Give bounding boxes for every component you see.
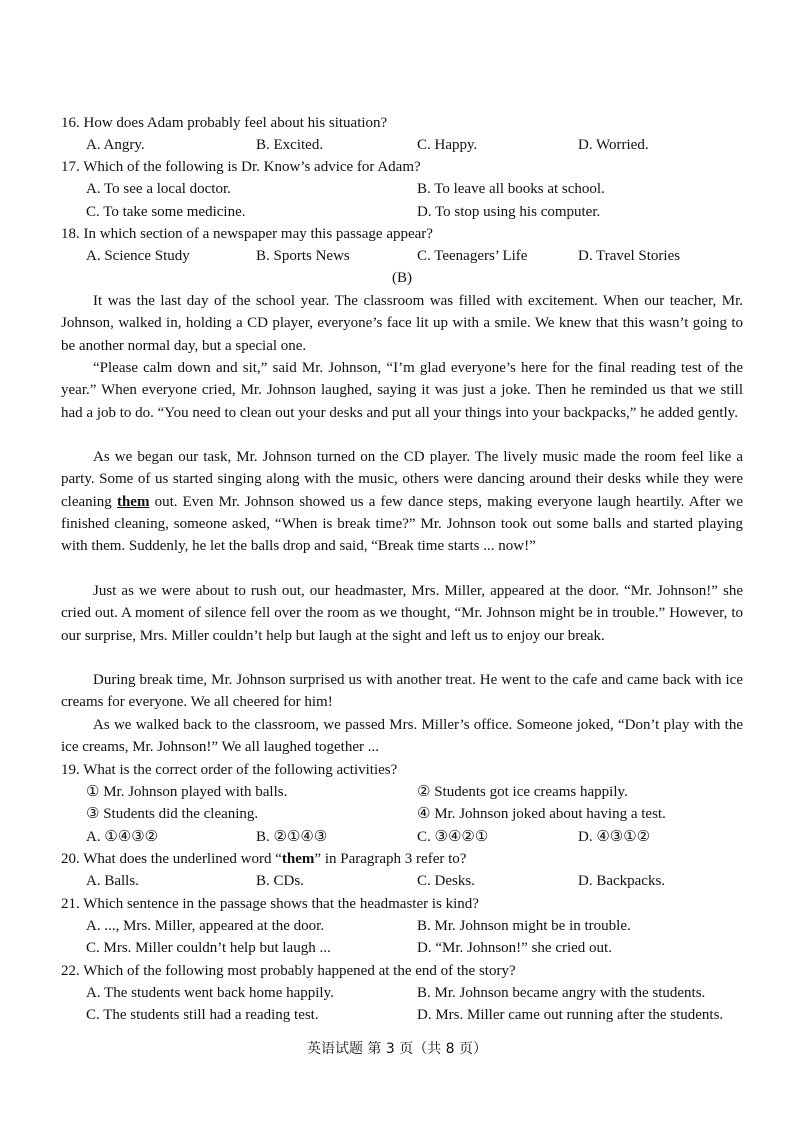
q20-option-b: B. CDs. xyxy=(256,873,304,889)
q19-event-3: ③ Students did the cleaning. xyxy=(86,806,259,822)
passage-paragraph-1: It was the last day of the school year. The classroom was filled with excitement. When our teacher, Mr. Johnson, walked in, holding a CD player, everyone’s face lit up with a smile. We knew that this wasn’t going to be another normal day, but a special one. xyxy=(61,293,743,354)
q22-option-c: C. The students still had a reading test. xyxy=(86,1007,319,1023)
q18-option-a: A. Science Study xyxy=(86,248,190,264)
q17-option-d: D. To stop using his computer. xyxy=(417,204,601,220)
q17-option-c: C. To take some medicine. xyxy=(86,204,246,220)
q19-option-b: B. ②①④③ xyxy=(256,829,328,845)
q18-option-b: B. Sports News xyxy=(256,248,350,264)
question-17-stem: 17. Which of the following is Dr. Know’s advice for Adam? xyxy=(61,159,421,175)
q16-option-b: B. Excited. xyxy=(256,137,324,153)
q19-event-2: ② Students got ice creams happily. xyxy=(417,784,628,800)
q16-option-c: C. Happy. xyxy=(417,137,478,153)
q16-option-a: A. Angry. xyxy=(86,137,145,153)
q22-option-b: B. Mr. Johnson became angry with the students. xyxy=(417,985,706,1001)
passage-paragraph-6: As we walked back to the classroom, we passed Mrs. Miller’s office. Someone joked, “Don’t play with the ice creams, Mr. Johnson!” We all laughed together ... xyxy=(61,717,743,756)
passage-paragraph-5: During break time, Mr. Johnson surprised us with another treat. He went to the cafe and came back with ice creams for everyone. We all cheered for him! xyxy=(61,672,743,711)
q20-option-a: A. Balls. xyxy=(86,873,139,889)
question-16-stem: 16. How does Adam probably feel about his situation? xyxy=(61,115,388,131)
passage-p3-before: As we began our task, Mr. Johnson turned on the CD player. The lively music made the room feel like a party. Some of us started singing along with the music, others were dancing around their desks while they were cleaning xyxy=(61,449,743,510)
q20-stem-before: 20. What does the underlined word “ xyxy=(61,851,282,867)
section-label: (B) xyxy=(392,270,412,286)
q18-option-c: C. Teenagers’ Life xyxy=(417,248,528,264)
question-22-stem: 22. Which of the following most probably happened at the end of the story? xyxy=(61,963,516,979)
q20-option-c: C. Desks. xyxy=(417,873,475,889)
q20-stem-after: ” in Paragraph 3 refer to? xyxy=(314,851,467,867)
q19-option-c: C. ③④②① xyxy=(417,829,489,845)
q19-option-d: D. ④③①② xyxy=(578,829,651,845)
q21-option-d: D. “Mr. Johnson!” she cried out. xyxy=(417,940,612,956)
q19-event-1: ① Mr. Johnson played with balls. xyxy=(86,784,288,800)
passage-paragraph-2: “Please calm down and sit,” said Mr. Johnson, “I’m glad everyone’s here for the final reading test of the year.” When everyone cried, Mr. Johnson laughed, saying it was just a joke. Then he reminded us that we still had a job to do. “You need to clean out your desks and put all your things into your backpacks,” he added gently. xyxy=(61,360,743,421)
q21-option-b: B. Mr. Johnson might be in trouble. xyxy=(417,918,631,934)
q19-option-a: A. ①④③② xyxy=(86,829,159,845)
q18-option-d: D. Travel Stories xyxy=(578,248,681,264)
q20-stem-word: them xyxy=(281,851,315,867)
q22-option-d: D. Mrs. Miller came out running after the students. xyxy=(417,1007,724,1023)
q21-option-a: A. ..., Mrs. Miller, appeared at the door. xyxy=(86,918,325,934)
page-footer: 英语试题 第 3 页（共 8 页） xyxy=(306,1041,488,1057)
question-20-stem xyxy=(61,848,743,870)
q17-option-b: B. To leave all books at school. xyxy=(417,181,605,197)
q21-option-c: C. Mrs. Miller couldn’t help but laugh ... xyxy=(86,940,331,956)
passage-p3-after: out. Even Mr. Johnson showed us a few dance steps, making everyone laugh heartily. After we finished cleaning, someone asked, “When is break time?” Mr. Johnson took out some balls and started playing with them. Suddenly, he let the balls drop and said, “Break time starts ... now!” xyxy=(61,493,743,555)
passage-paragraph-4: Just as we were about to rush out, our headmaster, Mrs. Miller, appeared at the door. “Mr. Johnson!” she cried out. A moment of silence fell over the room as we thought, “Mr. Johnson might be in trouble.” However, to our surprise, Mrs. Miller couldn’t help but laugh at the sight and left us to enjoy our break. xyxy=(61,583,743,644)
underlined-word-them: them xyxy=(116,493,150,510)
question-19-stem: 19. What is the correct order of the following activities? xyxy=(61,762,398,778)
passage-paragraph-3 xyxy=(61,446,743,557)
q20-option-d: D. Backpacks. xyxy=(578,873,666,889)
question-18-stem: 18. In which section of a newspaper may this passage appear? xyxy=(61,226,433,242)
q16-option-d: D. Worried. xyxy=(578,137,649,153)
question-21-stem: 21. Which sentence in the passage shows that the headmaster is kind? xyxy=(61,896,479,912)
q22-option-a: A. The students went back home happily. xyxy=(86,985,334,1001)
q19-event-4: ④ Mr. Johnson joked about having a test. xyxy=(417,806,666,822)
q17-option-a: A. To see a local doctor. xyxy=(86,181,231,197)
